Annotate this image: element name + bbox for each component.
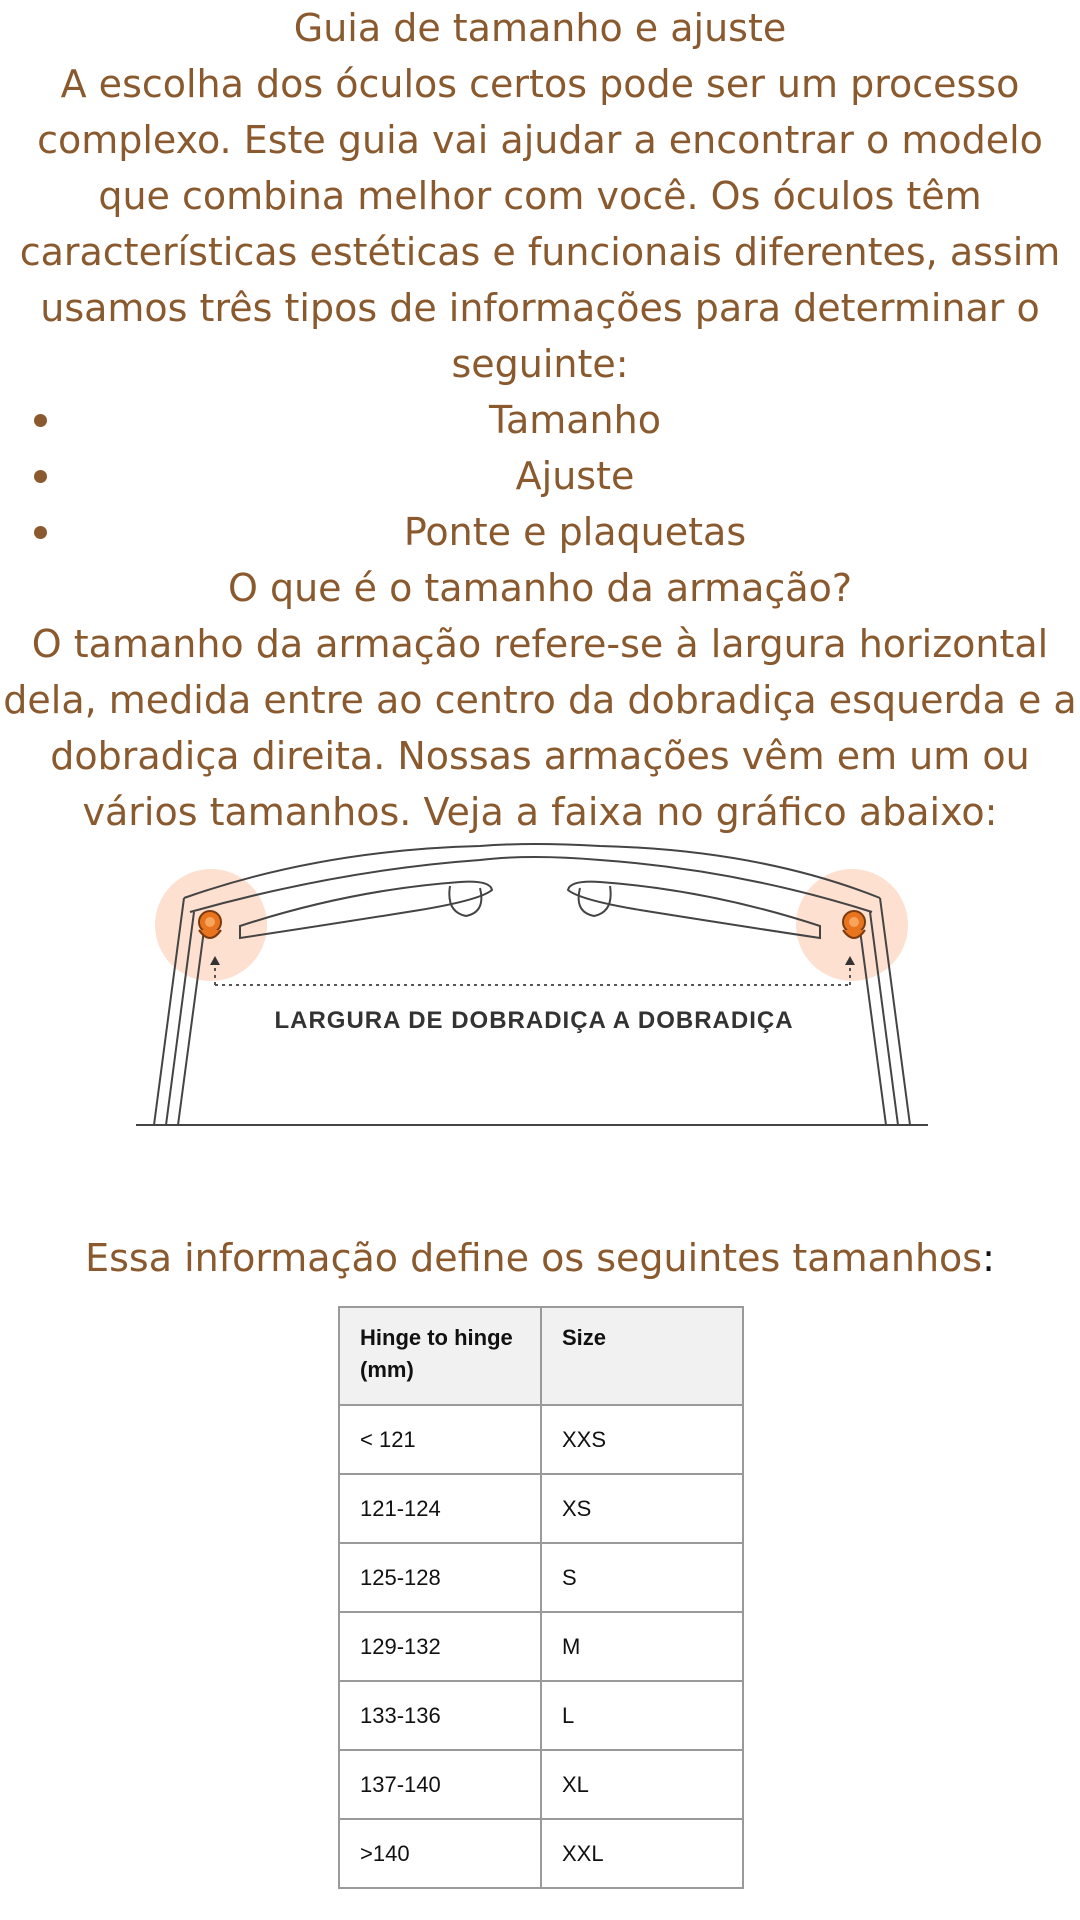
list-item-label: Tamanho <box>489 398 661 442</box>
table-row <box>339 1405 743 1474</box>
section-answer: O tamanho da armação refere-se à largura horizontal dela, medida entre ao centro da dobradiça esquerda e a dobradiça direita. Nossas armações vêm em um ou vários tamanhos. Veja a faixa no gráfico abaixo: <box>3 622 1077 834</box>
section-question: O que é o tamanho da armação? <box>227 566 853 610</box>
sizes-heading <box>0 1230 1080 1286</box>
table-row <box>339 1819 743 1888</box>
table-row <box>339 1681 743 1750</box>
column-header-hinge: Hinge to hinge (mm) <box>339 1307 541 1405</box>
intro-paragraph: A escolha dos óculos certos pode ser um processo complexo. Este guia vai ajudar a encontrar o modelo que combina melhor com você. Os óculos têm características estéticas e funcionais diferentes, assim usamos três tipos de informações para determinar o seguinte: <box>19 62 1061 386</box>
hinge-range-cell: 137-140 <box>339 1750 541 1819</box>
criteria-list <box>0 392 1080 560</box>
size-cell: L <box>541 1681 743 1750</box>
bullet-icon <box>34 526 47 539</box>
hinge-range-cell: < 121 <box>339 1405 541 1474</box>
list-item-label: Ponte e plaquetas <box>403 510 747 554</box>
hinge-range-cell: 121-124 <box>339 1474 541 1543</box>
left-hinge-icon <box>199 911 221 938</box>
right-hinge-icon <box>843 911 865 938</box>
size-cell: XL <box>541 1750 743 1819</box>
bullet-icon <box>34 470 47 483</box>
list-item <box>0 448 1080 504</box>
sizes-heading-text: Essa informação define os seguintes tamanhos <box>85 1236 983 1280</box>
list-item <box>0 392 1080 448</box>
frame-top-outer <box>184 844 880 898</box>
hinge-range-cell: >140 <box>339 1819 541 1888</box>
list-item <box>0 504 1080 560</box>
size-guide-intro <box>0 0 1080 840</box>
table-row <box>339 1612 743 1681</box>
frame-width-illustration <box>120 830 940 1170</box>
size-cell: XXL <box>541 1819 743 1888</box>
table-row <box>339 1750 743 1819</box>
table-row <box>339 1543 743 1612</box>
table-header-row <box>339 1307 743 1405</box>
list-item-label: Ajuste <box>515 454 635 498</box>
glasses-frame-diagram <box>120 830 940 1170</box>
size-cell: XS <box>541 1474 743 1543</box>
size-cell: S <box>541 1543 743 1612</box>
hinge-range-cell: 125-128 <box>339 1543 541 1612</box>
size-table <box>338 1306 744 1889</box>
measure-caption: LARGURA DE DOBRADIÇA A DOBRADIÇA <box>274 1007 794 1034</box>
hinge-range-cell: 133-136 <box>339 1681 541 1750</box>
hinge-range-cell: 129-132 <box>339 1612 541 1681</box>
table-row <box>339 1474 743 1543</box>
column-header-size: Size <box>541 1307 743 1405</box>
sizes-heading-colon: : <box>982 1236 995 1280</box>
bullet-icon <box>34 414 47 427</box>
size-cell: M <box>541 1612 743 1681</box>
size-cell: XXS <box>541 1405 743 1474</box>
page-title: Guia de tamanho e ajuste <box>293 6 787 50</box>
